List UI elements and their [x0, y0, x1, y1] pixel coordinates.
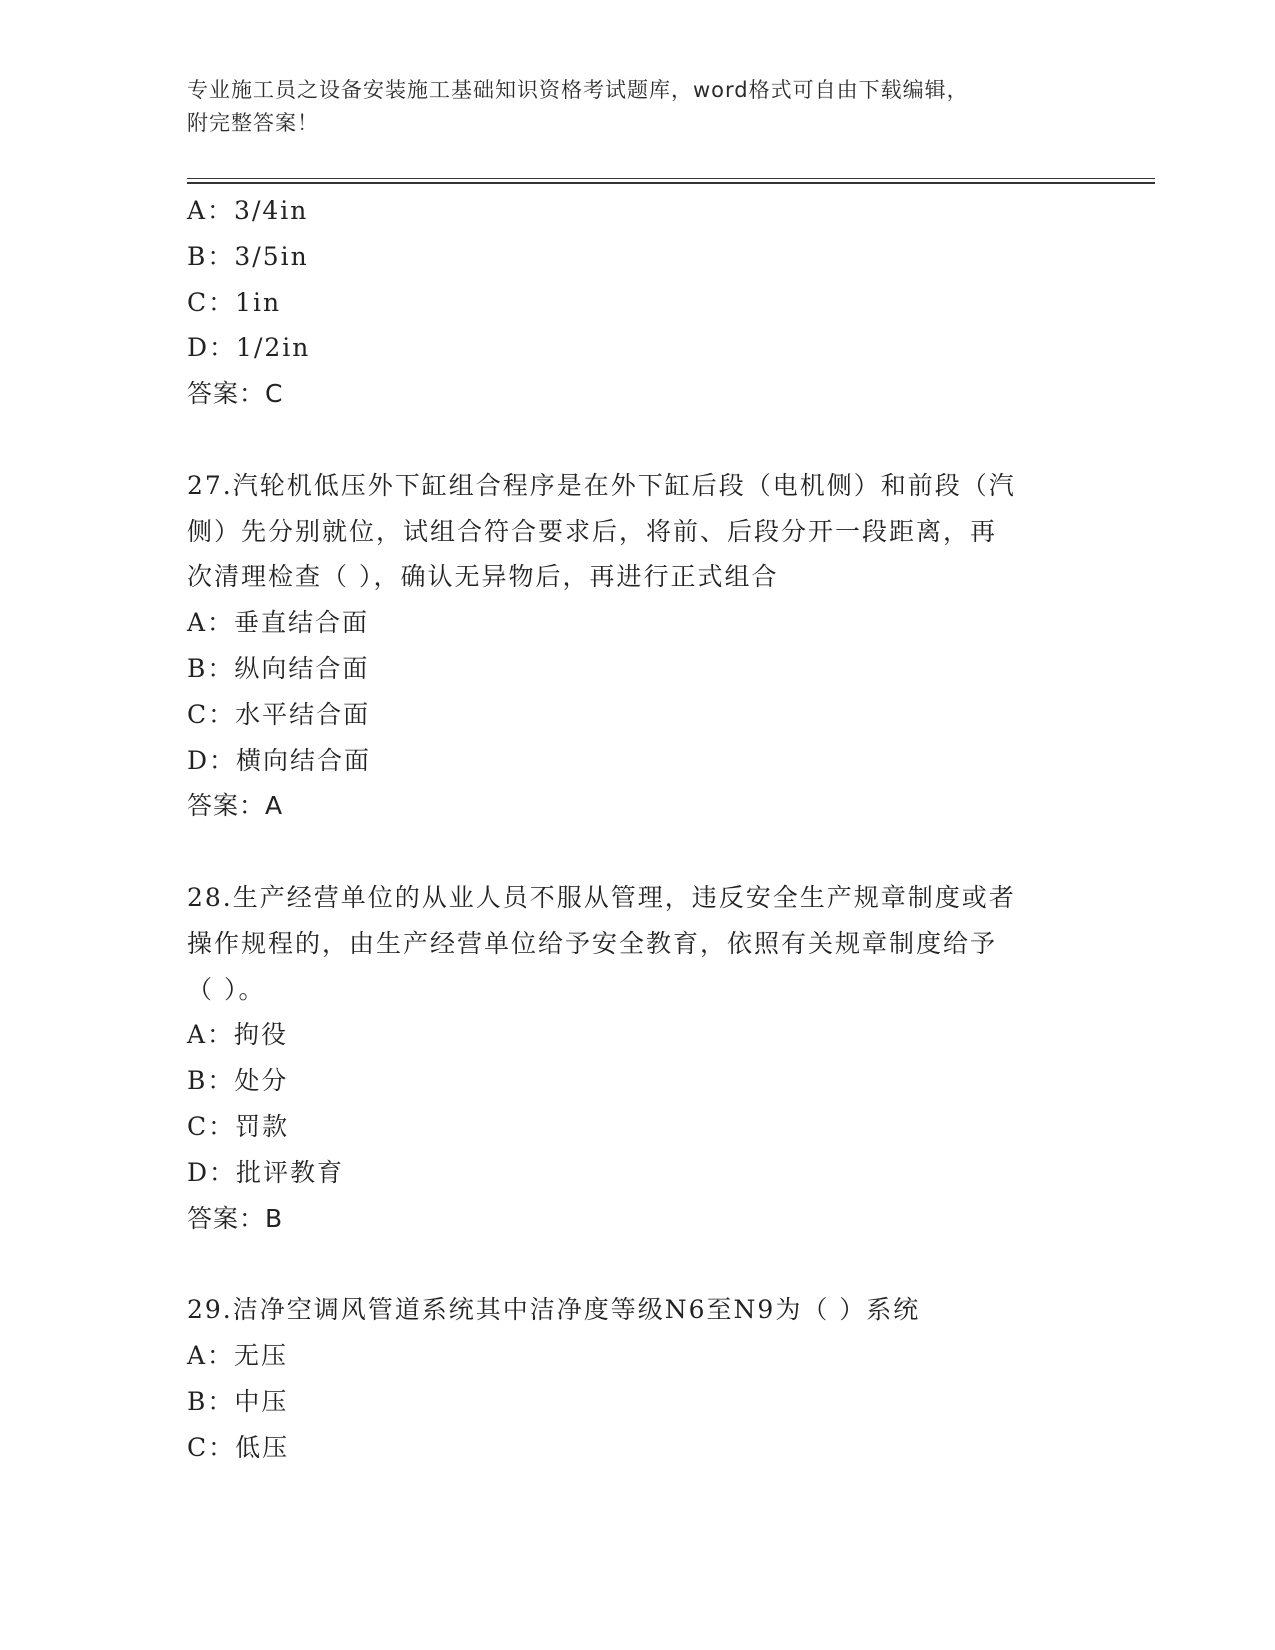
question-stem-line: 27.汽轮机低压外下缸组合程序是在外下缸后段（电机侧）和前段（汽 [187, 470, 1016, 500]
option-a: A：拘役 [187, 1020, 289, 1050]
option-b: B：纵向结合面 [187, 653, 370, 683]
option-b: B：处分 [187, 1066, 289, 1096]
answer: 答案：B [187, 1203, 284, 1233]
question-stem-line: 次清理检查（ ），确认无异物后，再进行正式组合 [187, 562, 779, 592]
question-28 [187, 875, 1087, 1241]
question-stem-line: 29.洁净空调风管道系统其中洁净度等级N6至N9为（ ）系统 [187, 1295, 921, 1325]
header-line-1: 专业施工员之设备安装施工基础知识资格考试题库，word格式可自由下载编辑， [187, 78, 969, 102]
option-c: C：低压 [187, 1432, 290, 1462]
header-line-2: 附完整答案！ [187, 111, 319, 135]
spacer [187, 417, 1087, 463]
option-c: C：水平结合面 [187, 699, 371, 729]
spacer [187, 1241, 1087, 1287]
option-b: B：中压 [187, 1386, 289, 1416]
document-header [187, 74, 1087, 140]
option-d: D：批评教育 [187, 1157, 345, 1187]
question-26 [187, 188, 1087, 417]
option-d: D：横向结合面 [187, 745, 372, 775]
question-stem-line: 操作规程的，由生产经营单位给予安全教育，依照有关规章制度给予 [187, 928, 998, 958]
question-stem-line: （ ）。 [187, 974, 266, 1004]
option-d: D：1/2in [187, 333, 311, 363]
header-divider-thick [187, 182, 1155, 184]
option-c: C：1in [187, 287, 282, 317]
question-27 [187, 463, 1087, 829]
question-list [187, 188, 1087, 1470]
option-c: C：罚款 [187, 1111, 290, 1141]
answer: 答案：C [187, 379, 284, 409]
option-a: A：无压 [187, 1340, 289, 1370]
question-29 [187, 1287, 1087, 1470]
option-b: B：3/5in [187, 241, 309, 271]
question-stem-line: 28.生产经营单位的从业人员不服从管理，违反安全生产规章制度或者 [187, 882, 1016, 912]
answer: 答案：A [187, 791, 284, 821]
header-divider-thin [187, 178, 1155, 179]
spacer [187, 829, 1087, 875]
option-a: A：3/4in [187, 196, 309, 225]
option-a: A：垂直结合面 [187, 608, 370, 638]
question-stem-line: 侧）先分别就位，试组合符合要求后，将前、后段分开一段距离，再 [187, 516, 998, 546]
